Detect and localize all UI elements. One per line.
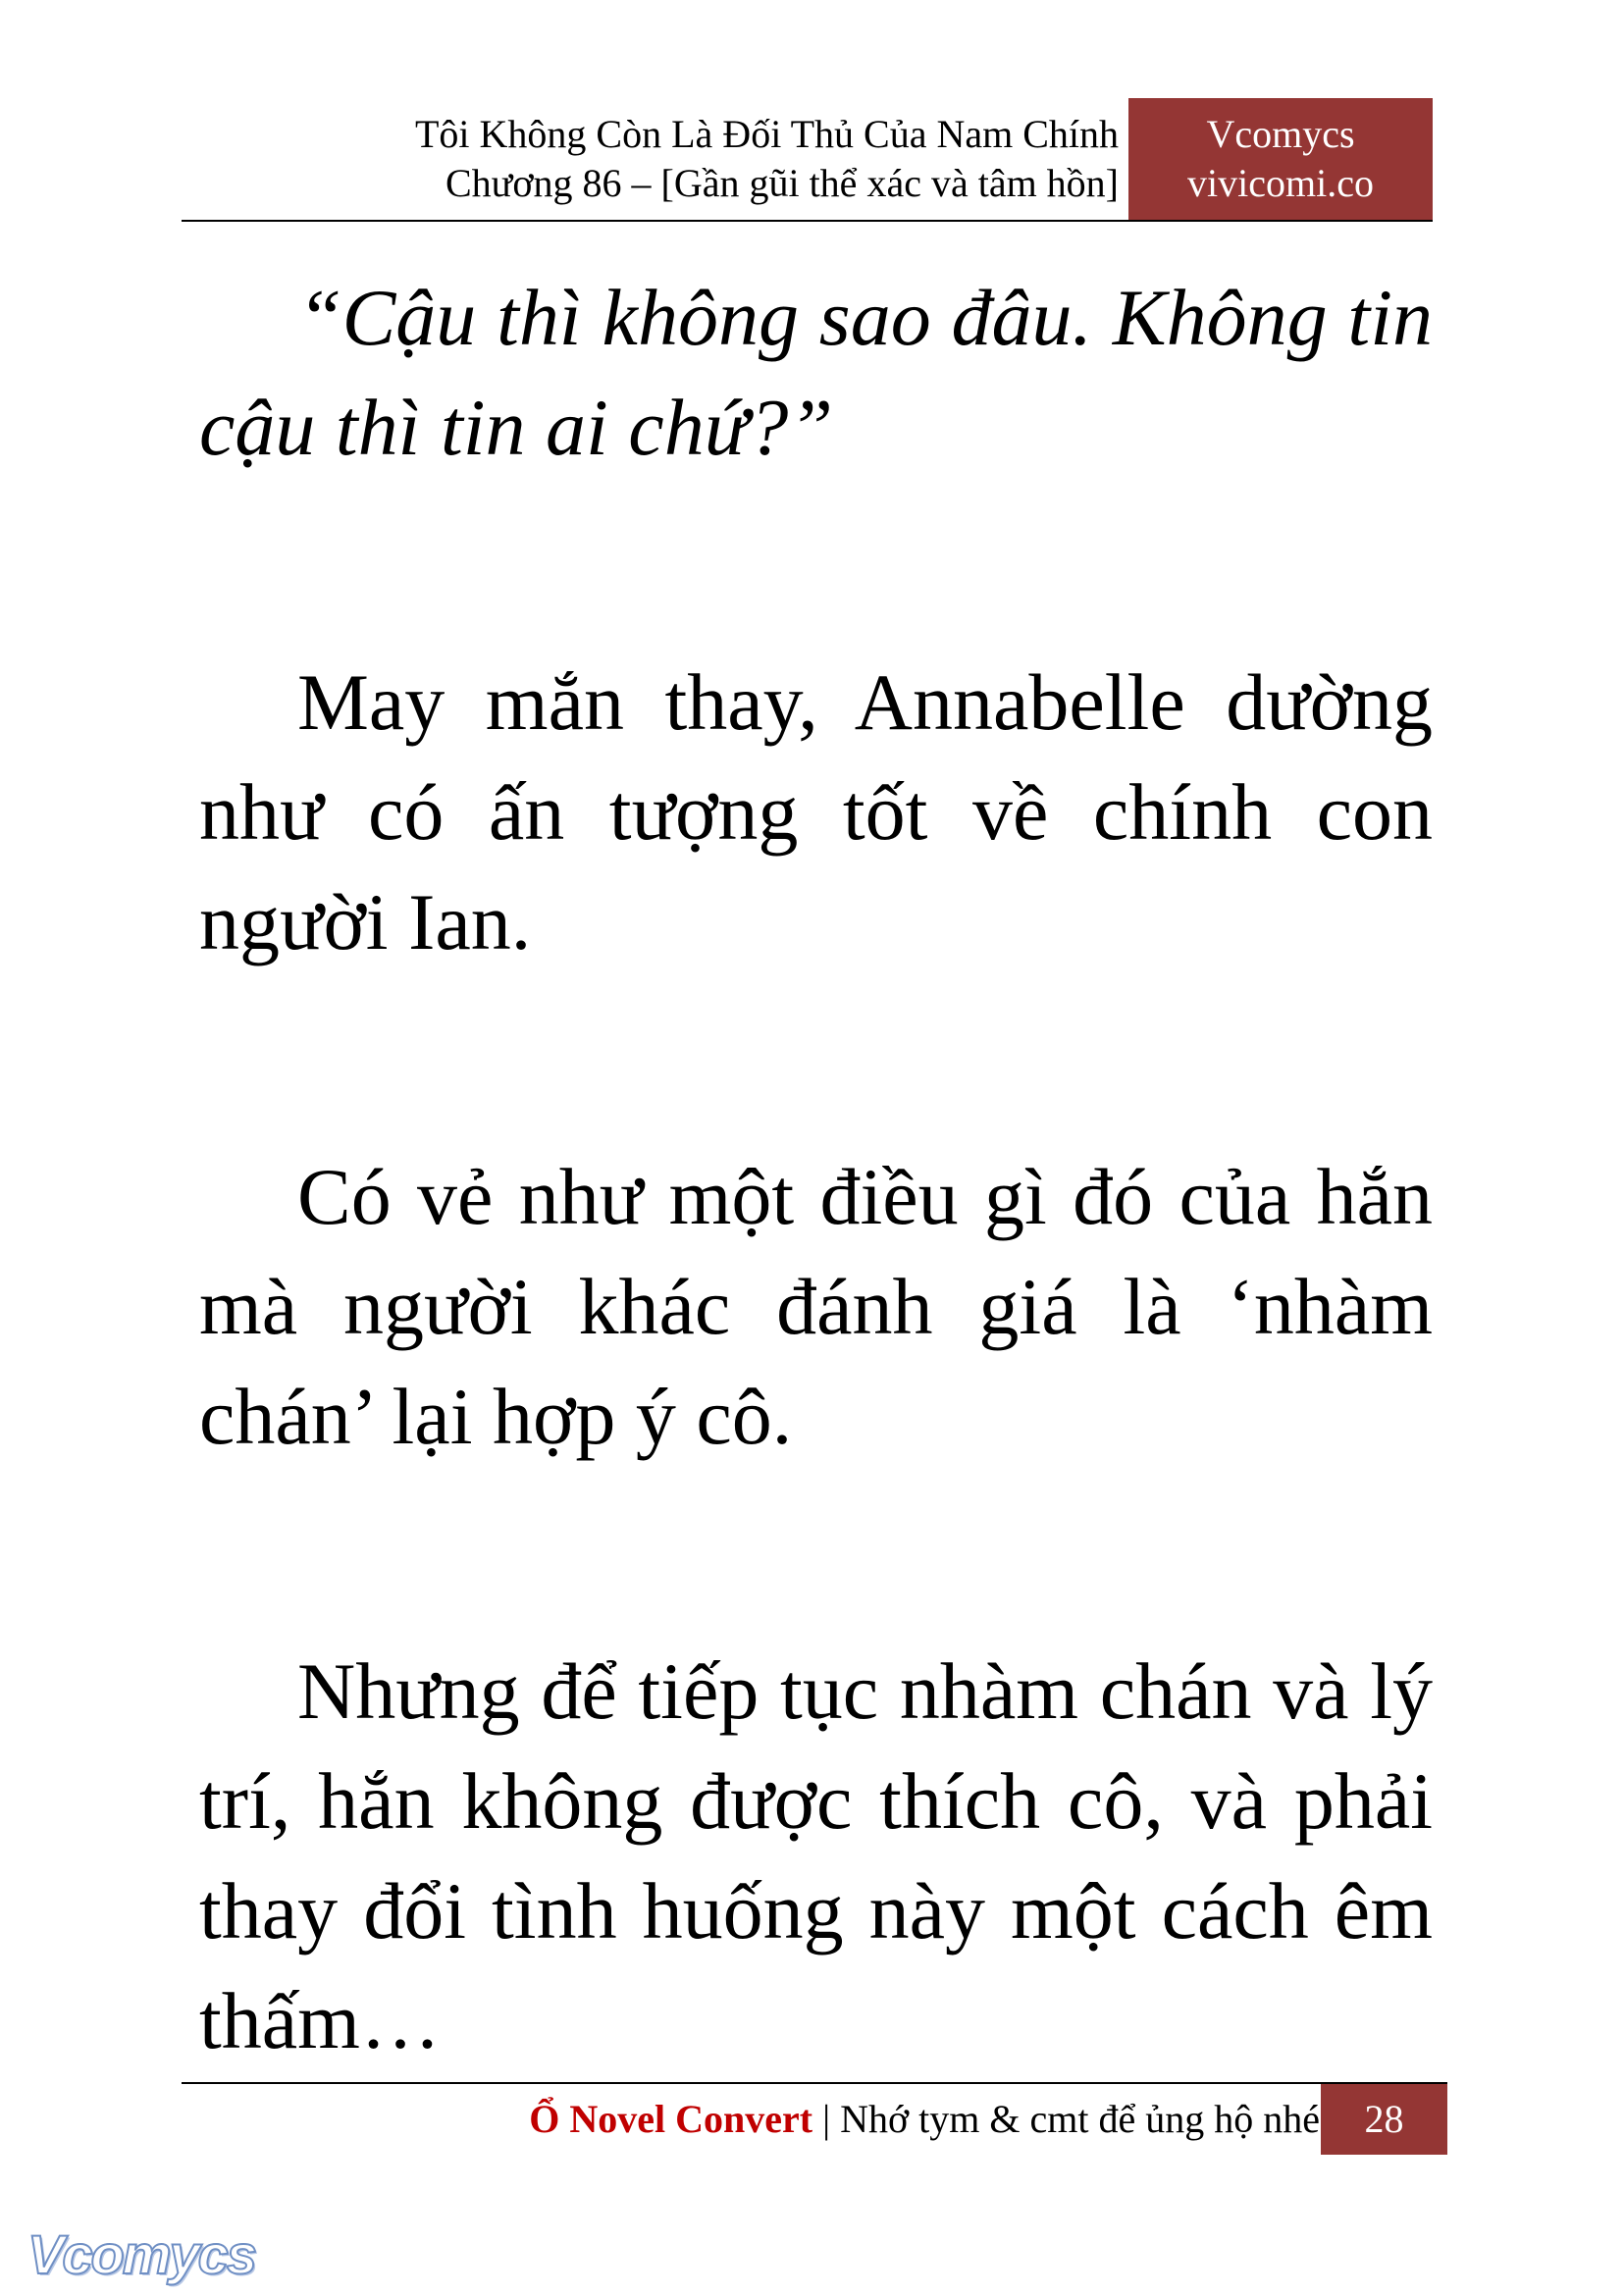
- header-divider: [182, 220, 1433, 222]
- paragraph-3: Có vẻ như một điều gì đó của hắn mà người khác đánh giá là ‘nhàm chán’ lại hợp ý cô.: [199, 1152, 1433, 1461]
- brand-name: Vcomycs: [1206, 112, 1355, 156]
- paragraph-2: May mắn thay, Annabelle dường như có ấn tượng tốt về chính con người Ian.: [199, 657, 1433, 966]
- page-header: [182, 98, 1433, 220]
- paragraph-1: “Cậu thì không sao đâu. Không tin cậu thì tin ai chứ?”: [199, 273, 1433, 472]
- paragraph-gap: [199, 483, 1433, 648]
- brand-site: vivicomi.co: [1187, 161, 1374, 205]
- paragraph-gap: [199, 1472, 1433, 1637]
- watermark-logo: Vcomycs: [27, 2223, 255, 2285]
- footer-message: Nhớ tym & cmt để ủng hộ nhé: [840, 2097, 1320, 2141]
- header-brand-box: [1128, 98, 1433, 220]
- page-number: 28: [1321, 2084, 1447, 2155]
- footer-separator: |: [812, 2097, 841, 2141]
- header-text: [415, 110, 1119, 208]
- page-content: [199, 263, 1433, 2076]
- footer-divider: [182, 2082, 1447, 2084]
- paragraph-gap: [199, 977, 1433, 1142]
- footer-brand: Ổ Novel Convert: [529, 2097, 813, 2141]
- footer-text: [529, 2094, 1320, 2145]
- chapter-title: Chương 86 – [Gần gũi thể xác và tâm hồn]: [445, 161, 1119, 205]
- paragraph-4: Nhưng để tiếp tục nhàm chán và lý trí, hắn không được thích cô, và phải thay đổi tình huống này một cách êm thấm…: [199, 1646, 1433, 2065]
- book-title: Tôi Không Còn Là Đối Thủ Của Nam Chính: [415, 112, 1119, 156]
